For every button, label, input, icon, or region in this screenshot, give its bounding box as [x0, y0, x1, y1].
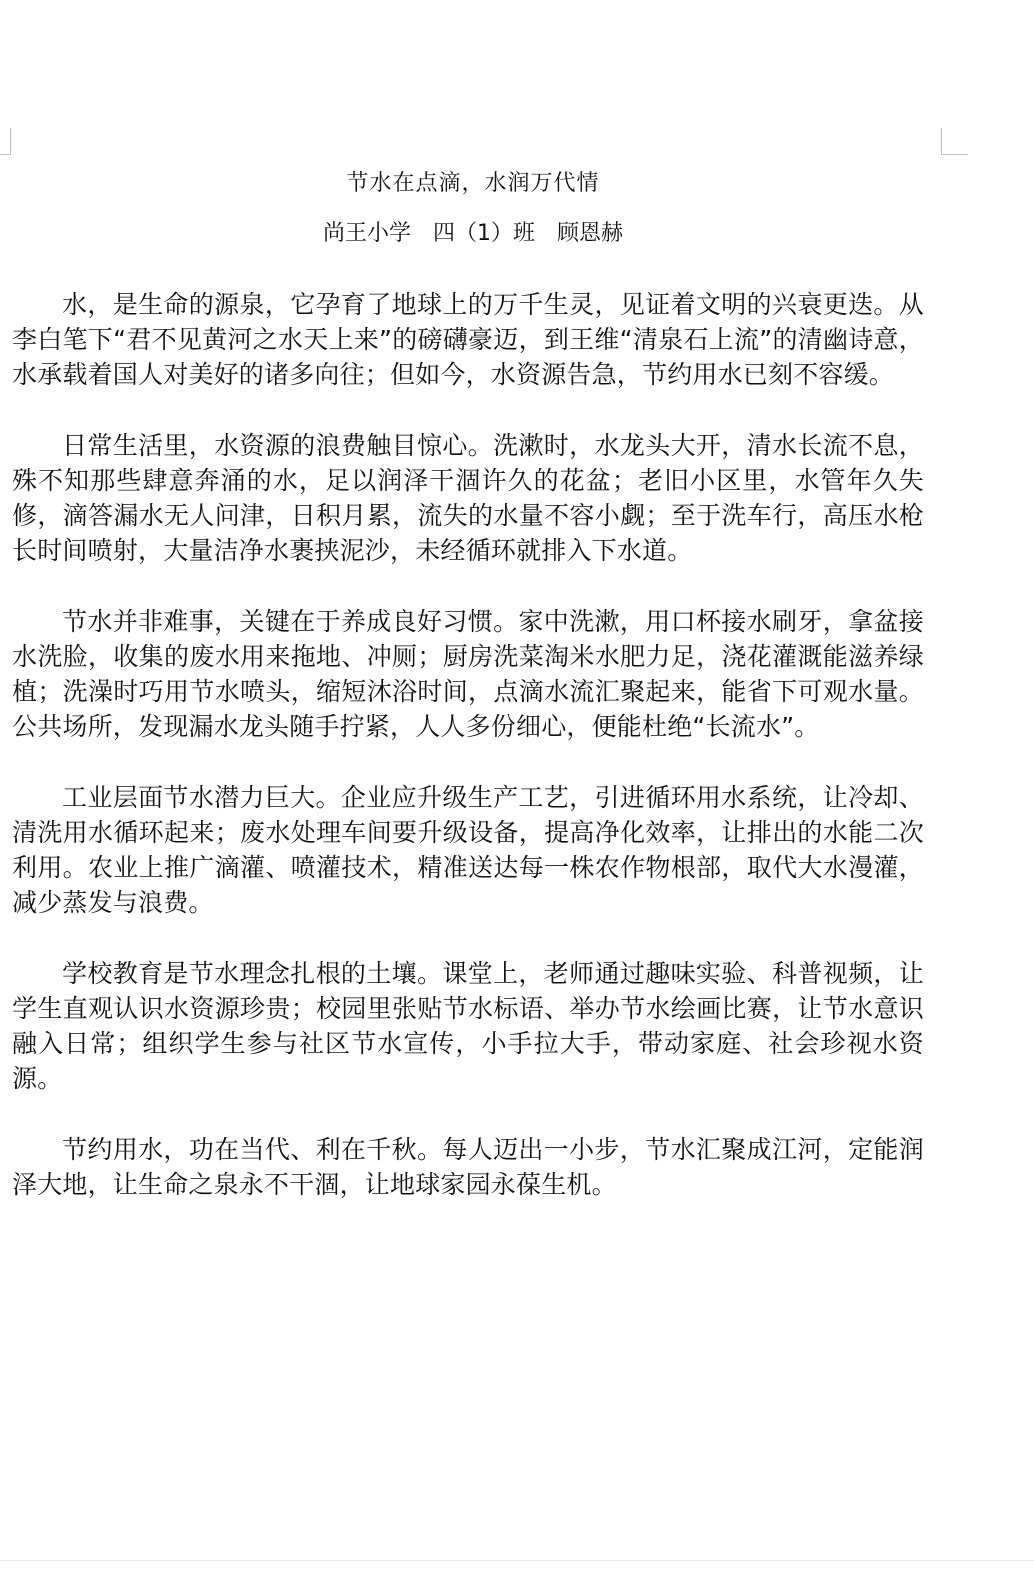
essay-byline [0, 218, 946, 250]
byline-author: 顾恩赫 [557, 221, 624, 246]
byline-school: 尚王小学 [322, 221, 411, 246]
paragraph-6: 节约用水，功在当代、利在千秋。每人迈出一小步，节水汇聚成江河，定能润泽大地，让生命之泉永不干涸，让地球家园永葆生机。 [12, 1135, 924, 1199]
paragraph-3: 节水并非难事，关键在于养成良好习惯。家中洗漱，用口杯接水刷牙，拿盆接水洗脸，收集的废水用来拖地、冲厕；厨房洗菜淘米水肥力足，浇花灌溉能滋养绿植；洗澡时巧用节水喷头，缩短沐浴时间，点滴水流汇聚起来，能省下可观水量。公共场所，发现漏水龙头随手拧紧，人人多份细心，便能杜绝“长流水”。 [12, 607, 924, 741]
byline-class: 四（1）班 [433, 221, 535, 246]
paragraph-5: 学校教育是节水理念扎根的土壤。课堂上，老师通过趣味实验、科普视频，让学生直观认识水资源珍贵；校园里张贴节水标语、举办节水绘画比赛，让节水意识融入日常；组织学生参与社区节水宣传，小手拉大手，带动家庭、社会珍视水资源。 [12, 959, 924, 1093]
paragraph-1: 水，是生命的源泉，它孕育了地球上的万千生灵，见证着文明的兴衰更迭。从李白笔下“君不见黄河之水天上来”的磅礴豪迈，到王维“清泉石上流”的清幽诗意，水承载着国人对美好的诸多向往；但如今，水资源告急，节约用水已刻不容缓。 [12, 290, 924, 389]
margin-corner-mark-right [941, 128, 968, 155]
paragraph-2: 日常生活里，水资源的浪费触目惊心。洗漱时，水龙头大开，清水长流不息，殊不知那些肆意奔涌的水，足以润泽干涸许久的花盆；老旧小区里，水管年久失修，滴答漏水无人问津，日积月累，流失的水量不容小觑；至于洗车行，高压水枪长时间喷射，大量洁净水裹挟泥沙，未经循环就排入下水道。 [12, 431, 924, 565]
essay-title: 节水在点滴，水润万代情 [346, 171, 600, 196]
paragraph-4: 工业层面节水潜力巨大。企业应升级生产工艺，引进循环用水系统，让冷却、清洗用水循环起来；废水处理车间要升级设备，提高净化效率，让排出的水能二次利用。农业上推广滴灌、喷灌技术，精准送达每一株农作物根部，取代大水漫灌，减少蒸发与浪费。 [12, 783, 924, 917]
essay-body [12, 287, 924, 1238]
margin-corner-mark-left [0, 128, 11, 155]
page-bottom-edge [0, 1560, 1034, 1561]
